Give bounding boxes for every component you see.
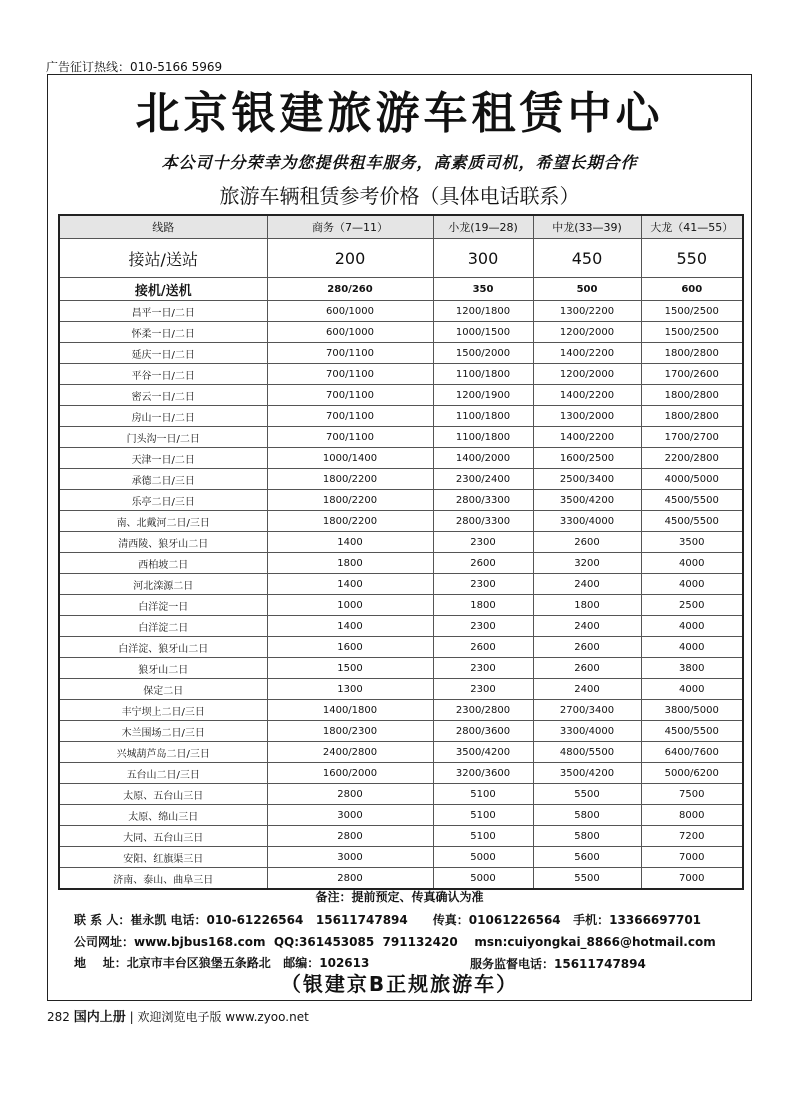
price-cell: 4000 xyxy=(641,637,743,658)
route-cell: 白洋淀二日 xyxy=(59,616,267,637)
service-phone: 服务监督电话：15611747894 xyxy=(470,957,646,971)
price-cell: 4000 xyxy=(641,553,743,574)
table-row xyxy=(59,322,743,343)
price-cell: 5100 xyxy=(433,805,533,826)
table-row xyxy=(59,532,743,553)
price-cell: 5000/6200 xyxy=(641,763,743,784)
route-cell: 狼牙山二日 xyxy=(59,658,267,679)
price-cell: 2300/2800 xyxy=(433,700,533,721)
price-cell: 1500/2500 xyxy=(641,301,743,322)
price-cell: 1200/2000 xyxy=(533,364,641,385)
route-cell: 河北滦源二日 xyxy=(59,574,267,595)
price-cell: 1800/2200 xyxy=(267,490,433,511)
table-row xyxy=(59,301,743,322)
price-cell: 2800 xyxy=(267,868,433,890)
price-cell: 1600/2500 xyxy=(533,448,641,469)
price-cell: 2400/2800 xyxy=(267,742,433,763)
price-cell: 4000 xyxy=(641,574,743,595)
route-cell: 保定二日 xyxy=(59,679,267,700)
price-cell: 7000 xyxy=(641,847,743,868)
price-cell: 4800/5500 xyxy=(533,742,641,763)
airport-price: 500 xyxy=(533,278,641,301)
header-route: 线路 xyxy=(59,215,267,239)
route-cell: 乐亭二日/三日 xyxy=(59,490,267,511)
price-cell: 2500 xyxy=(641,595,743,616)
price-cell: 1500/2000 xyxy=(433,343,533,364)
contact-line: 联 系 人：崔永凯 电话：010-61226564 15611747894 传真：01061226564 手机：13366697701 xyxy=(74,913,702,927)
table-row xyxy=(59,448,743,469)
price-cell: 6400/7600 xyxy=(641,742,743,763)
price-cell: 8000 xyxy=(641,805,743,826)
price-cell: 2800/3600 xyxy=(433,721,533,742)
route-cell: 南、北戴河二日/三日 xyxy=(59,511,267,532)
price-cell: 1600 xyxy=(267,637,433,658)
route-cell: 房山一日/二日 xyxy=(59,406,267,427)
page-title: 北京银建旅游车租赁中心 xyxy=(135,88,664,139)
price-cell: 5800 xyxy=(533,826,641,847)
station-price: 300 xyxy=(433,239,533,278)
route-cell: 白洋淀、狼牙山二日 xyxy=(59,637,267,658)
price-cell: 3800/5000 xyxy=(641,700,743,721)
price-cell: 2500/3400 xyxy=(533,469,641,490)
price-cell: 600/1000 xyxy=(267,301,433,322)
price-cell: 1800/2800 xyxy=(641,385,743,406)
price-cell: 3800 xyxy=(641,658,743,679)
page-footer: 282 国内上册 | 欢迎浏览电子版 www.zyoo.net xyxy=(47,1010,309,1025)
airport-row xyxy=(59,278,743,301)
price-subtitle: 旅游车辆租赁参考价格（具体电话联系） xyxy=(219,184,580,208)
route-cell: 白洋淀一日 xyxy=(59,595,267,616)
price-cell: 1800/2300 xyxy=(267,721,433,742)
table-row xyxy=(59,385,743,406)
price-cell: 1400/2200 xyxy=(533,385,641,406)
price-cell: 1200/1900 xyxy=(433,385,533,406)
price-cell: 1800 xyxy=(433,595,533,616)
price-cell: 1000 xyxy=(267,595,433,616)
website-line: 公司网址：www.bjbus168.com QQ:361453085 791132420 msn:cuiyongkai_8866@hotmail.com xyxy=(74,935,716,949)
table-row xyxy=(59,595,743,616)
price-cell: 5100 xyxy=(433,826,533,847)
table-row xyxy=(59,364,743,385)
price-cell: 2600 xyxy=(533,658,641,679)
price-cell: 5000 xyxy=(433,847,533,868)
price-cell: 3500 xyxy=(641,532,743,553)
route-cell: 木兰围场二日/三日 xyxy=(59,721,267,742)
price-cell: 7000 xyxy=(641,868,743,890)
table-row xyxy=(59,637,743,658)
price-cell: 2300 xyxy=(433,574,533,595)
price-cell: 1800 xyxy=(267,553,433,574)
route-cell: 济南、泰山、曲阜三日 xyxy=(59,868,267,890)
note: 备注：提前预定、传真确认为准 xyxy=(315,890,484,904)
price-cell: 1600/2000 xyxy=(267,763,433,784)
price-cell: 700/1100 xyxy=(267,343,433,364)
price-cell: 4500/5500 xyxy=(641,721,743,742)
price-cell: 1800/2800 xyxy=(641,406,743,427)
table-row xyxy=(59,742,743,763)
price-cell: 700/1100 xyxy=(267,385,433,406)
table-row xyxy=(59,406,743,427)
price-cell: 1300 xyxy=(267,679,433,700)
price-cell: 700/1100 xyxy=(267,427,433,448)
price-cell: 2800 xyxy=(267,784,433,805)
route-cell: 承德二日/三日 xyxy=(59,469,267,490)
station-label: 接站/送站 xyxy=(59,239,267,278)
price-cell: 2300/2400 xyxy=(433,469,533,490)
price-cell: 600/1000 xyxy=(267,322,433,343)
price-cell: 1800 xyxy=(533,595,641,616)
station-price: 200 xyxy=(267,239,433,278)
table-row xyxy=(59,784,743,805)
route-cell: 兴城葫芦岛二日/三日 xyxy=(59,742,267,763)
table-row xyxy=(59,721,743,742)
airport-price: 350 xyxy=(433,278,533,301)
table-row xyxy=(59,700,743,721)
table-row xyxy=(59,847,743,868)
address-line: 地 址：北京市丰台区狼堡五条路北 邮编：102613 xyxy=(74,956,370,970)
table-row xyxy=(59,826,743,847)
price-cell: 2200/2800 xyxy=(641,448,743,469)
table-row xyxy=(59,616,743,637)
price-cell: 2700/3400 xyxy=(533,700,641,721)
price-cell: 7200 xyxy=(641,826,743,847)
price-cell: 700/1100 xyxy=(267,364,433,385)
ad-hotline: 广告征订热线：010-5166 5969 xyxy=(46,60,223,74)
price-cell: 2800/3300 xyxy=(433,511,533,532)
price-cell: 1400/2200 xyxy=(533,343,641,364)
route-cell: 西柏坡二日 xyxy=(59,553,267,574)
table-row xyxy=(59,553,743,574)
price-cell: 3500/4200 xyxy=(533,490,641,511)
price-cell: 2300 xyxy=(433,532,533,553)
price-cell: 1000/1400 xyxy=(267,448,433,469)
price-cell: 1100/1800 xyxy=(433,427,533,448)
table-row xyxy=(59,574,743,595)
price-cell: 4000 xyxy=(641,679,743,700)
price-cell: 2600 xyxy=(433,637,533,658)
table-row xyxy=(59,763,743,784)
price-cell: 2300 xyxy=(433,616,533,637)
route-cell: 安阳、红旗渠三日 xyxy=(59,847,267,868)
table-row xyxy=(59,427,743,448)
route-cell: 太原、绵山三日 xyxy=(59,805,267,826)
footer-text: 欢迎浏览电子版 www.zyoo.net xyxy=(137,1010,309,1024)
route-cell: 门头沟一日/二日 xyxy=(59,427,267,448)
header-large-bus: 大龙（41—55） xyxy=(641,215,743,239)
price-cell: 7500 xyxy=(641,784,743,805)
price-cell: 1700/2600 xyxy=(641,364,743,385)
price-cell: 1500 xyxy=(267,658,433,679)
route-cell: 清西陵、狼牙山二日 xyxy=(59,532,267,553)
price-cell: 1800/2200 xyxy=(267,469,433,490)
price-cell: 1400 xyxy=(267,532,433,553)
price-cell: 1400/2000 xyxy=(433,448,533,469)
route-cell: 昌平一日/二日 xyxy=(59,301,267,322)
price-cell: 2600 xyxy=(533,637,641,658)
price-cell: 1500/2500 xyxy=(641,322,743,343)
header-medium-bus: 中龙(33—39) xyxy=(533,215,641,239)
price-cell: 3300/4000 xyxy=(533,721,641,742)
price-cell: 5500 xyxy=(533,868,641,890)
price-cell: 1400/1800 xyxy=(267,700,433,721)
station-price: 450 xyxy=(533,239,641,278)
route-cell: 怀柔一日/二日 xyxy=(59,322,267,343)
price-cell: 4000 xyxy=(641,616,743,637)
page-number: 282 xyxy=(47,1010,70,1024)
table-row xyxy=(59,679,743,700)
route-cell: 大同、五台山三日 xyxy=(59,826,267,847)
slogan: 本公司十分荣幸为您提供租车服务，高素质司机，希望长期合作 xyxy=(161,153,638,172)
airport-price: 600 xyxy=(641,278,743,301)
price-cell: 1800/2800 xyxy=(641,343,743,364)
price-cell: 5800 xyxy=(533,805,641,826)
route-cell: 延庆一日/二日 xyxy=(59,343,267,364)
price-cell: 2400 xyxy=(533,616,641,637)
table-row xyxy=(59,658,743,679)
table-row xyxy=(59,343,743,364)
price-cell: 4500/5500 xyxy=(641,490,743,511)
table-row xyxy=(59,469,743,490)
price-cell: 1400/2200 xyxy=(533,427,641,448)
price-cell: 1100/1800 xyxy=(433,406,533,427)
route-cell: 丰宁坝上二日/三日 xyxy=(59,700,267,721)
price-cell: 1700/2700 xyxy=(641,427,743,448)
section-name: 国内上册 xyxy=(73,1010,126,1025)
price-cell: 700/1100 xyxy=(267,406,433,427)
route-cell: 五台山二日/三日 xyxy=(59,763,267,784)
price-cell: 1100/1800 xyxy=(433,364,533,385)
price-cell: 3500/4200 xyxy=(433,742,533,763)
header-business: 商务（7—11） xyxy=(267,215,433,239)
price-cell: 2800/3300 xyxy=(433,490,533,511)
price-cell: 2400 xyxy=(533,574,641,595)
route-cell: 平谷一日/二日 xyxy=(59,364,267,385)
price-cell: 4000/5000 xyxy=(641,469,743,490)
table-row xyxy=(59,511,743,532)
table-row xyxy=(59,868,743,890)
header-small-bus: 小龙(19—28) xyxy=(433,215,533,239)
station-price: 550 xyxy=(641,239,743,278)
price-cell: 2600 xyxy=(533,532,641,553)
table-row xyxy=(59,805,743,826)
price-cell: 1200/1800 xyxy=(433,301,533,322)
price-cell: 5000 xyxy=(433,868,533,890)
price-cell: 2300 xyxy=(433,658,533,679)
price-cell: 2400 xyxy=(533,679,641,700)
price-cell: 3000 xyxy=(267,847,433,868)
price-cell: 1800/2200 xyxy=(267,511,433,532)
price-cell: 1300/2200 xyxy=(533,301,641,322)
table-header-row xyxy=(59,215,743,239)
price-cell: 1300/2000 xyxy=(533,406,641,427)
route-cell: 太原、五台山三日 xyxy=(59,784,267,805)
price-cell: 1400 xyxy=(267,616,433,637)
price-cell: 3200/3600 xyxy=(433,763,533,784)
airport-label: 接机/送机 xyxy=(59,278,267,301)
price-cell: 5600 xyxy=(533,847,641,868)
price-cell: 1400 xyxy=(267,574,433,595)
price-table xyxy=(58,214,744,890)
price-cell: 3500/4200 xyxy=(533,763,641,784)
station-row xyxy=(59,239,743,278)
route-cell: 密云一日/二日 xyxy=(59,385,267,406)
route-cell: 天津一日/二日 xyxy=(59,448,267,469)
price-cell: 2800 xyxy=(267,826,433,847)
airport-price: 280/260 xyxy=(267,278,433,301)
price-cell: 5100 xyxy=(433,784,533,805)
price-cell: 5500 xyxy=(533,784,641,805)
price-cell: 2300 xyxy=(433,679,533,700)
price-cell: 1000/1500 xyxy=(433,322,533,343)
price-cell: 3300/4000 xyxy=(533,511,641,532)
price-cell: 4500/5500 xyxy=(641,511,743,532)
price-cell: 3200 xyxy=(533,553,641,574)
bottom-title: （银建京B正规旅游车） xyxy=(280,972,519,996)
price-cell: 3000 xyxy=(267,805,433,826)
price-cell: 2600 xyxy=(433,553,533,574)
table-row xyxy=(59,490,743,511)
price-cell: 1200/2000 xyxy=(533,322,641,343)
